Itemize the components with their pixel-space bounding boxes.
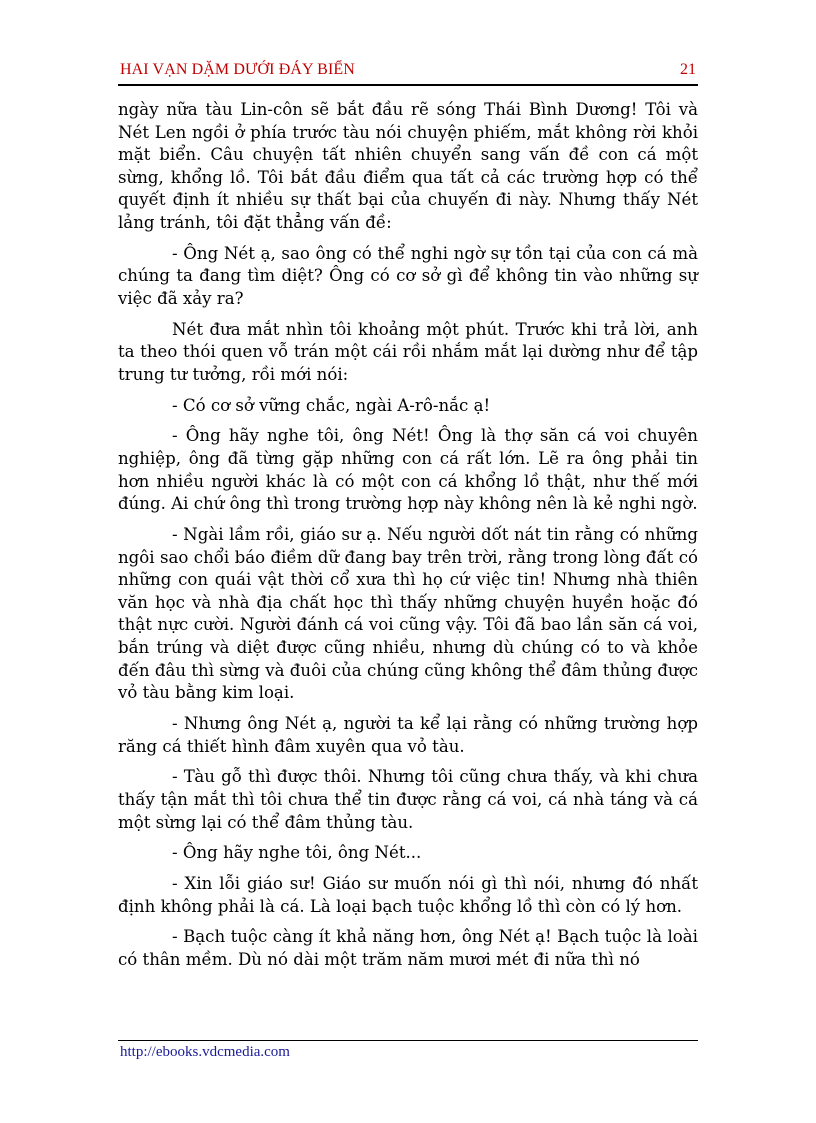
- paragraph: Nét đưa mắt nhìn tôi khoảng một phút. Trước khi trả lời, anh ta theo thói quen vỗ trán một cái rồi nhắm mắt lại dường như để tập trung tư tưởng, rồi mới nói:: [118, 319, 698, 384]
- paragraph: ngày nữa tàu Lin-côn sẽ bắt đầu rẽ sóng Thái Bình Dương! Tôi và Nét Len ngồi ở phía trước tàu nói chuyện phiếm, mắt không rời khỏi mặt biển. Câu chuyện tất nhiên chuyển sang vấn đề con cá một sừng, khổng lồ. Tôi bắt đầu điểm qua tất cả các trường hợp có thể quyết định ít nhiều sự thất bại của chuyến đi này. Nhưng thấy Nét lảng tránh, tôi đặt thẳng vấn đề:: [118, 100, 698, 232]
- paragraph: - Xin lỗi giáo sư! Giáo sư muốn nói gì thì nói, nhưng đó nhất định không phải là cá. Là loại bạch tuộc khổng lồ thì còn có lý hơn.: [118, 874, 698, 916]
- paragraph: - Ông hãy nghe tôi, ông Nét...: [172, 843, 422, 863]
- running-header: [118, 61, 698, 83]
- paragraph: - Ông Nét ạ, sao ông có thể nghi ngờ sự tồn tại của con cá mà chúng ta đang tìm diệt? Ông có cơ sở gì để không tin vào những sự việc đã xảy ra?: [118, 243, 698, 308]
- footer-rule: [118, 1040, 698, 1041]
- footer-url[interactable]: http://ebooks.vdcmedia.com: [120, 1044, 290, 1060]
- book-title: HAI VẠN DẶM DƯỚI ĐÁY BIỂN: [120, 61, 355, 78]
- body-text: [118, 99, 698, 980]
- paragraph: - Ngài lầm rồi, giáo sư ạ. Nếu người dốt nát tin rằng có những ngôi sao chổi báo điềm dữ đang bay trên trời, rằng trong lòng đất có những con quái vật thời cổ xưa thì họ cứ việc tin! Nhưng nhà thiên văn học và nhà địa chất học thì thấy những chuyện huyền hoặc đó thật nực cười. Người đánh cá voi cũng vậy. Tôi đã bao lần săn cá voi, bắn trúng và diệt được cũng nhiều, nhưng dù chúng có to và khỏe đến đâu thì sừng và đuôi của chúng cũng không thể đâm thủng được vỏ tàu bằng kim loại.: [118, 525, 698, 703]
- paragraph: - Tàu gỗ thì được thôi. Nhưng tôi cũng chưa thấy, và khi chưa thấy tận mắt thì tôi chưa thể tin được rằng cá voi, cá nhà táng và cá một sừng lại có thể đâm thủng tàu.: [118, 767, 698, 832]
- paragraph: - Có cơ sở vững chắc, ngài A-rô-nắc ạ!: [172, 395, 491, 415]
- paragraph: - Ông hãy nghe tôi, ông Nét! Ông là thợ săn cá voi chuyên nghiệp, ông đã từng gặp những con cá rất lớn. Lẽ ra ông phải tin hơn nhiều người khác là có một con cá khổng lồ thật, như thế mới đúng. Ai chứ ông thì trong trường hợp này không nên là kẻ nghi ngờ.: [118, 426, 698, 514]
- paragraph: - Bạch tuộc càng ít khả năng hơn, ông Nét ạ! Bạch tuộc là loài có thân mềm. Dù nó dài một trăm năm mươi mét đi nữa thì nó: [118, 927, 698, 970]
- header-rule: [118, 84, 698, 86]
- page-number: 21: [680, 61, 696, 78]
- paragraph: - Nhưng ông Nét ạ, người ta kể lại rằng có những trường hợp răng cá thiết hình đâm xuyên qua vỏ tàu.: [118, 713, 698, 756]
